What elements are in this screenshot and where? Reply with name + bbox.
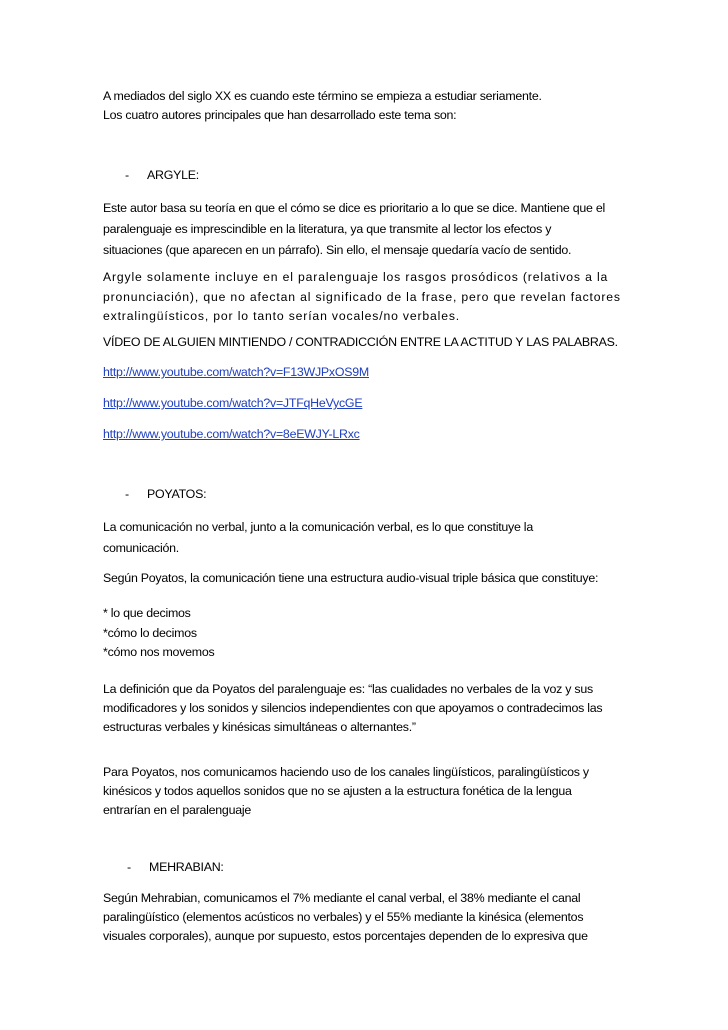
intro-line: Los cuatro autores principales que han desarrollado este tema son:	[103, 108, 457, 122]
text-line: situaciones (que aparecen en un párrafo). Sin ello, el mensaje quedaría vacío de sentido.	[103, 243, 572, 257]
text-line: pronunciación), que no afectan al significado de la frase, pero que revelan factores	[103, 289, 621, 304]
youtube-link-1[interactable]	[103, 363, 643, 382]
poyatos-heading	[125, 487, 206, 501]
poyatos-heading-text: POYATOS:	[147, 487, 207, 501]
list-item: *cómo nos movemos	[103, 645, 215, 659]
intro-paragraph	[103, 87, 643, 125]
text-line: entrarían en el paralenguaje	[103, 803, 251, 817]
text-line: extralingüísticos, por lo tanto serían vocales/no verbales.	[103, 309, 461, 323]
link-text[interactable]: http://www.youtube.com/watch?v=JTFqHeVycGE	[103, 396, 363, 410]
text-line: comunicación.	[103, 541, 179, 555]
text-line: La comunicación no verbal, junto a la comunicación verbal, es lo que constituye la	[103, 520, 533, 534]
text-line: La definición que da Poyatos del paralenguaje es: “las cualidades no verbales de la voz y sus	[103, 682, 593, 696]
intro-line: A mediados del siglo XX es cuando este término se empieza a estudiar seriamente.	[103, 89, 542, 103]
text-line: Según Mehrabian, comunicamos el 7% mediante el canal verbal, el 38% mediante el canal	[103, 891, 581, 905]
text-line: modificadores y los sonidos y silencios independientes con que apoyamos o contradecimos las	[103, 701, 603, 715]
bullet-dash: -	[125, 487, 129, 501]
poyatos-paragraph-1	[103, 517, 643, 559]
poyatos-paragraph-4	[103, 763, 643, 820]
youtube-link-2[interactable]	[103, 394, 643, 413]
mehrabian-heading	[127, 860, 224, 874]
link-text[interactable]: http://www.youtube.com/watch?v=8eEWJY-LRxc	[103, 427, 360, 441]
text-line: paralenguaje es imprescindible en la literatura, ya que transmite al lector los efectos y	[103, 222, 552, 236]
text-line: kinésicos y todos aquellos sonidos que no se ajusten a la estructura fonética de la lengua	[103, 784, 572, 798]
poyatos-list	[103, 604, 643, 663]
argyle-paragraph-1	[103, 198, 643, 261]
mehrabian-paragraph-1	[103, 889, 643, 946]
link-text[interactable]: http://www.youtube.com/watch?v=F13WJPxOS9M	[103, 365, 369, 379]
text-line: Argyle solamente incluye en el paralenguaje los rasgos prosódicos (relativos a la	[103, 270, 609, 284]
list-item: *cómo lo decimos	[103, 625, 197, 640]
list-item: * lo que decimos	[103, 606, 191, 620]
text-line: Este autor basa su teoría en que el cómo se dice es prioritario a lo que se dice. Mantiene que el	[103, 201, 605, 215]
text-line: visuales corporales), aunque por supuesto, estos porcentajes dependen de lo expresiva que	[103, 929, 588, 943]
video-title: VÍDEO DE ALGUIEN MINTIENDO / CONTRADICCIÓN ENTRE LA ACTITUD Y LAS PALABRAS.	[103, 335, 618, 349]
text-line: Para Poyatos, nos comunicamos haciendo uso de los canales lingüísticos, paralingüísticos y	[103, 765, 589, 779]
mehrabian-heading-text: MEHRABIAN:	[149, 860, 224, 874]
poyatos-paragraph-2: Según Poyatos, la comunicación tiene una estructura audio-visual triple básica que constituye:	[103, 571, 599, 585]
bullet-dash: -	[127, 860, 131, 874]
bullet-dash: -	[125, 168, 129, 182]
youtube-link-3[interactable]	[103, 425, 643, 444]
argyle-paragraph-2	[103, 268, 643, 327]
poyatos-paragraph-3	[103, 680, 643, 737]
argyle-heading	[125, 168, 199, 182]
text-line: paralingüístico (elementos acústicos no verbales) y el 55% mediante la kinésica (elementos	[103, 910, 584, 924]
argyle-heading-text: ARGYLE:	[147, 168, 199, 182]
text-line: estructuras verbales y kinésicas simultáneas o alternantes.”	[103, 720, 416, 734]
